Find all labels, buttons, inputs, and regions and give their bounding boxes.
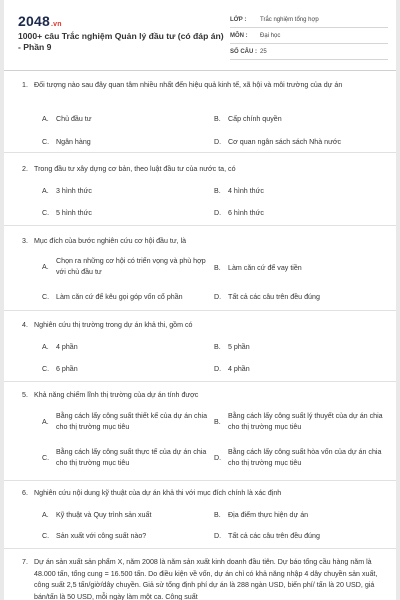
question-stem: Mục đích của bước nghiên cứu cơ hội đầu tư, là: [34, 237, 187, 245]
option-text: Sản xuất với công suất nào?: [56, 532, 147, 540]
document-title: 1000+ câu Trắc nghiệm Quản lý đầu tư (có đáp án) - Phần 9: [18, 31, 224, 52]
question-number: 6.: [22, 489, 28, 497]
option-letter: C.: [42, 209, 50, 217]
option-text: 5 hình thức: [56, 209, 92, 217]
option-letter: A.: [42, 417, 49, 426]
option-text: 3 hình thức: [56, 187, 92, 195]
option-text: Bằng cách lấy công suất thực tế của dự án chia cho thị trường mục tiêu: [56, 448, 207, 467]
question-stem: Nghiên cứu thị trường trong dự án khả thi, gồm có: [34, 321, 193, 329]
header-divider: [4, 70, 396, 71]
option-a[interactable]: [42, 510, 212, 521]
option-d[interactable]: [214, 364, 384, 375]
option-letter: C.: [42, 365, 50, 373]
option-a[interactable]: [42, 411, 212, 433]
option-text: Kỹ thuật và Quy trình sản xuất: [56, 511, 152, 519]
option-letter: C.: [42, 453, 50, 462]
option-letter: A.: [42, 187, 49, 195]
option-letter: C.: [42, 532, 50, 540]
option-d[interactable]: [214, 447, 384, 469]
meta-table: [230, 12, 388, 60]
option-text: Tất cả các câu trên đều đúng: [228, 293, 320, 301]
question-stem: Dự án sản xuất sản phẩm X, năm 2008 là năm sản xuất kinh doanh đầu tiên. Dự báo tổng cầu hàng năm là 48.000 tấn, tổng cung = 16.500 tấn. Do điều kiện về vốn, dự án chỉ có khả năng nhập 4 dây chuyền sản xuất, công suất 2,5 tấn/giờ/dây chuyền. Giả sử tổng định phí dự án là 288 ngàn USD, biến phí/ tấn là 20 USD, giá bán/tấn là 50 USD, mỗi ngày làm một ca. Công suất: [34, 558, 378, 600]
option-letter: A.: [42, 262, 49, 271]
question-stem: Trong đầu tư xây dựng cơ bản, theo luật đầu tư của nước ta, có: [34, 165, 236, 173]
option-b[interactable]: [214, 510, 384, 521]
question-divider: [4, 548, 396, 549]
option-text: Cơ quan ngân sách sách Nhà nước: [228, 138, 342, 146]
option-letter: D.: [214, 365, 222, 373]
option-letter: D.: [214, 532, 222, 540]
logo-text: 2048: [18, 13, 50, 29]
option-letter: B.: [214, 187, 221, 195]
option-text: Địa điểm thực hiện dự án: [228, 511, 309, 519]
meta-key: SỐ CÂU :: [230, 48, 257, 55]
option-c[interactable]: [42, 292, 214, 303]
option-text: Tất cả các câu trên đều đúng: [228, 532, 320, 540]
question-divider: [4, 381, 396, 382]
option-letter: B.: [214, 417, 221, 426]
option-letter: D.: [214, 209, 222, 217]
question-number: 2.: [22, 165, 28, 173]
option-text: Chọn ra những cơ hội có triển vọng và phù hợp với chủ đầu tư: [56, 257, 206, 276]
meta-value: Trắc nghiệm tổng hợp: [260, 16, 319, 23]
option-a[interactable]: [42, 186, 202, 197]
option-letter: B.: [214, 115, 221, 123]
option-text: 4 phần: [228, 365, 250, 373]
question-divider: [4, 225, 396, 226]
site-logo[interactable]: [18, 13, 62, 29]
option-letter: B.: [214, 264, 221, 272]
option-text: 6 phần: [56, 365, 78, 373]
option-text: 5 phần: [228, 343, 250, 351]
question-number: 3.: [22, 237, 28, 245]
option-text: Chủ đầu tư: [56, 115, 92, 123]
option-a[interactable]: [42, 256, 214, 278]
option-a[interactable]: [42, 114, 202, 125]
option-c[interactable]: [42, 208, 202, 219]
option-b[interactable]: [214, 263, 384, 274]
option-a[interactable]: [42, 342, 202, 353]
option-c[interactable]: [42, 364, 202, 375]
option-text: 4 phần: [56, 343, 78, 351]
option-text: Ngân hàng: [56, 138, 91, 146]
logo-suffix: .vn: [50, 21, 62, 28]
option-d[interactable]: [214, 208, 384, 219]
meta-key: MÔN :: [230, 32, 248, 39]
option-text: Bằng cách lấy công suất hòa vốn của dự án chia cho thị trường mục tiêu: [228, 448, 382, 467]
option-d[interactable]: [214, 531, 384, 542]
meta-value: 25: [260, 48, 267, 55]
option-c[interactable]: [42, 137, 202, 148]
meta-row-count: [230, 44, 388, 60]
option-b[interactable]: [214, 186, 384, 197]
option-c[interactable]: [42, 531, 212, 542]
document-page: [4, 0, 396, 600]
option-letter: D.: [214, 293, 222, 301]
option-text: 6 hình thức: [228, 209, 264, 217]
option-letter: B.: [214, 343, 221, 351]
question-number: 4.: [22, 321, 28, 329]
option-d[interactable]: [214, 292, 384, 303]
option-letter: A.: [42, 511, 49, 519]
option-letter: C.: [42, 293, 50, 301]
question-number: 7.: [22, 558, 28, 566]
option-text: Bằng cách lấy công suất thiết kế của dự án chia cho thị trường mục tiêu: [56, 412, 208, 431]
document-header: [4, 0, 396, 68]
question-stem: Đối tượng nào sau đây quan tâm nhiều nhất đến hiệu quả kinh tế, xã hội và môi trường của dự án: [34, 81, 343, 89]
option-b[interactable]: [214, 114, 384, 125]
question-divider: [4, 480, 396, 481]
option-letter: A.: [42, 115, 49, 123]
question-number: 5.: [22, 391, 28, 399]
meta-row-subject: [230, 28, 388, 44]
question-divider: [4, 152, 396, 153]
option-letter: C.: [42, 138, 50, 146]
meta-value: Đại học: [260, 32, 281, 39]
option-text: Bằng cách lấy công suất lý thuyết của dự án chia cho thị trường mục tiêu: [228, 412, 383, 431]
question-number: 1.: [22, 81, 28, 89]
option-d[interactable]: [214, 137, 384, 148]
option-letter: D.: [214, 138, 222, 146]
option-text: Làm căn cứ để kêu gọi góp vốn cổ phần: [56, 293, 183, 301]
option-letter: B.: [214, 511, 221, 519]
option-text: 4 hình thức: [228, 187, 264, 195]
question-stem: Khả năng chiếm lĩnh thị trường của dự án tính được: [34, 391, 199, 399]
question-divider: [4, 310, 396, 311]
question-stem: Nghiên cứu nội dung kỹ thuật của dự án khả thi với mục đích chính là xác định: [34, 489, 282, 497]
option-b[interactable]: [214, 411, 384, 433]
option-b[interactable]: [214, 342, 384, 353]
meta-key: LỚP :: [230, 16, 247, 23]
meta-row-class: [230, 12, 388, 28]
option-c[interactable]: [42, 447, 212, 469]
option-letter: D.: [214, 453, 222, 462]
option-letter: A.: [42, 343, 49, 351]
option-text: Làm căn cứ để vay tiền: [228, 264, 302, 272]
option-text: Cấp chính quyền: [228, 115, 282, 123]
